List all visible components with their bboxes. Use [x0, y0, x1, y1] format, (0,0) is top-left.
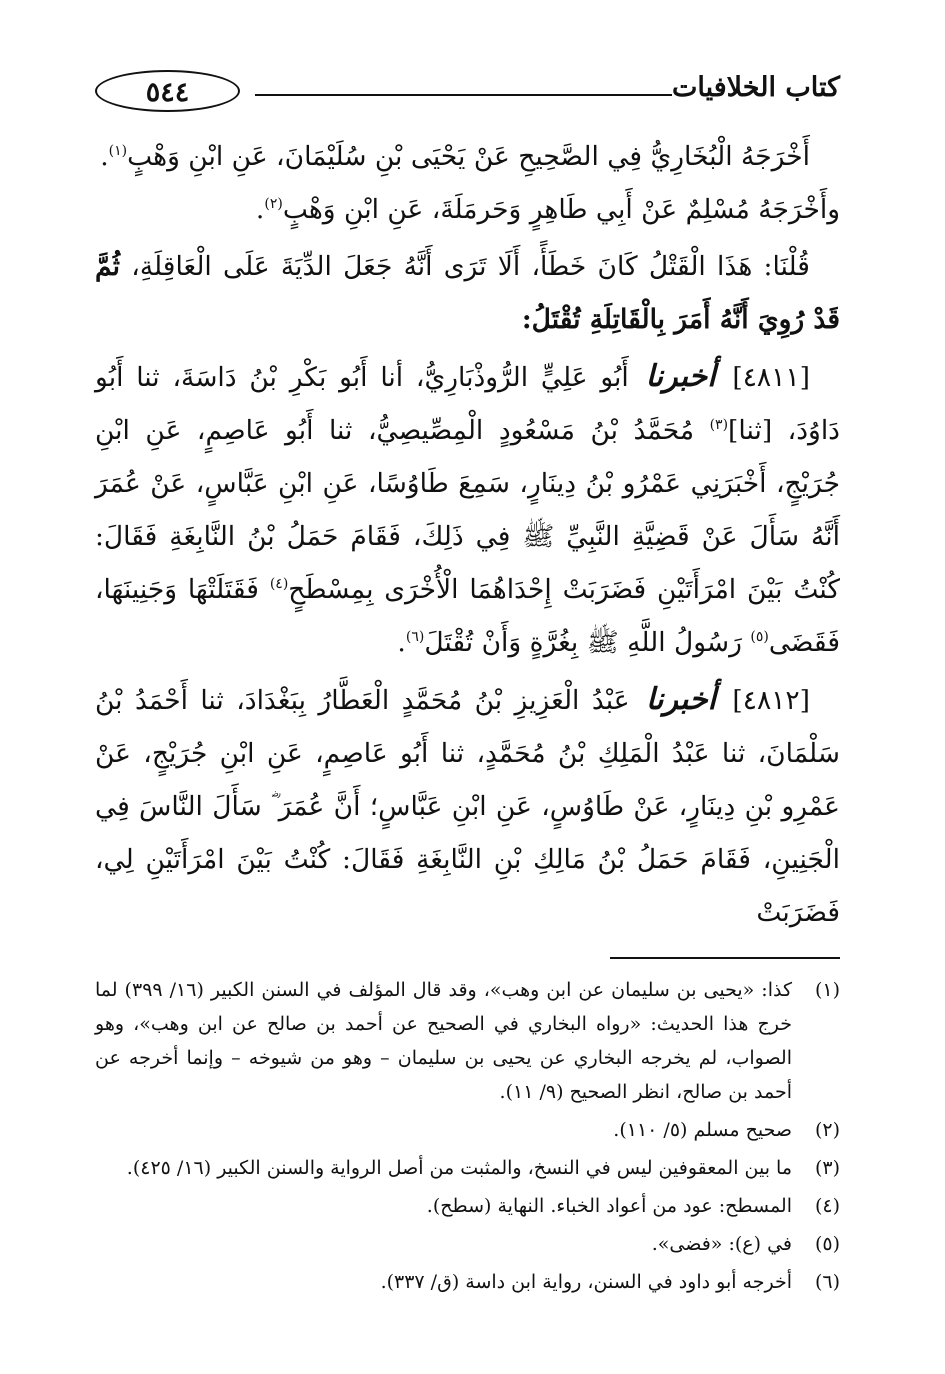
footnote-number: (١) — [814, 979, 840, 1001]
page-header — [95, 58, 840, 130]
footnote-text: المسطح: عود من أعواد الخباء. النهاية (سطح). — [426, 1195, 792, 1217]
hadith-text: فَقَتَلَتْهَا وَجَنِينَهَا، فَقَضَى — [95, 574, 840, 658]
paragraph-bold-text: ثُمَّ قَدْ رُوِيَ أَنَّهُ أَمَرَ بِالْقَاتِلَةِ تُقْتَلُ: — [95, 251, 840, 335]
footnote-number: (٦) — [814, 1271, 840, 1293]
paragraph-text: أَخْرَجَهُ الْبُخَارِيُّ فِي الصَّحِيحِ عَنْ يَحْيَى بْنِ سُلَيْمَانَ، عَنِ ابْنِ وَهْبٍ — [127, 141, 810, 172]
paragraph-text: وأَخْرَجَهُ مُسْلِمٌ عَنْ أَبِي طَاهِرٍ وَحَرمَلَةَ، عَنِ ابْنِ وَهْبٍ — [282, 194, 840, 225]
footnote-ref: (١) — [108, 143, 128, 160]
footnote-number: (٣) — [814, 1157, 840, 1179]
hadith-text: مُحَمَّدُ بْنُ مَسْعُودٍ الْمِصِّيصِيُّ، ثنا أَبُو عَاصِمٍ، عَنِ ابْنِ جُرَيْجٍ، أَخْبَرَنِي عَمْرُو بْنُ دِينَارٍ، سَمِعَ طَاوُسًا، عَنِ ابْنِ عَبَّاسٍ، عَنْ عُمَرَ أَنَّهُ سَأَلَ عَنْ قَضِيَّةِ النَّبِيِّ ﷺ فِي ذَلِكَ، فَقَامَ حَمَلُ بْنُ النَّابِغَةِ فَقَالَ: كُنْتُ بَيْنَ امْرَأَتَيْنِ فَضَرَبَتْ إِحْدَاهُمَا الْأُخْرَى بِمِسْطَحٍ — [95, 415, 840, 605]
footnote-ref: (٤) — [269, 576, 289, 593]
footnote-ref: (٦) — [405, 629, 425, 646]
footnote — [95, 1227, 840, 1261]
punctuation: . — [397, 627, 406, 658]
footnote-ref: (٣) — [709, 417, 729, 434]
footnotes-separator — [610, 957, 840, 959]
footnote-ref: (٢) — [264, 196, 283, 213]
hadith-text: عَبْدُ الْعَزِيزِ بْنُ مُحَمَّدٍ الْعَطَّارُ بِبَغْدَادَ، ثنا أَحْمَدُ بْنُ سَلْمَانَ، ثنا عَبْدُ الْمَلِكِ بْنُ مُحَمَّدٍ، ثنا أَبُو عَاصِمٍ، عَنِ ابْنِ جُرَيْجٍ، عَنْ عَمْرِو بْنِ دِينَارٍ، عَنْ طَاوُسٍ، عَنِ ابْنِ عَبَّاسٍ؛ أَنَّ عُمَرَ ؓ سَأَلَ النَّاسَ فِي الْجَنِينِ، فَقَامَ حَمَلُ بْنُ مَالِكِ بْنِ النَّابِغَةِ فَقَالَ: كُنْتُ بَيْنَ امْرَأَتَيْنِ لِي، فَضَرَبَتْ — [95, 685, 840, 928]
footnotes — [95, 973, 840, 1299]
footnote — [95, 1265, 840, 1299]
footnote — [95, 973, 840, 1109]
footnote — [95, 1189, 840, 1223]
paragraph-qulna — [95, 240, 840, 346]
paragraph-bukhari — [95, 130, 840, 183]
book-title: كتاب الخلافيات — [671, 72, 840, 103]
hadith-number: [٤٨١١] — [732, 362, 810, 393]
footnote-text: في (ع): «فضى». — [651, 1233, 792, 1255]
footnote-text: أخرجه أبو داود في السنن، رواية ابن داسة (ق/ ٣٣٧). — [380, 1271, 792, 1293]
footnote-number: (٢) — [814, 1119, 840, 1141]
punctuation: . — [255, 194, 265, 225]
hadith-lead-word: أخبرنا — [645, 359, 716, 394]
hadith-number: [٤٨١٢] — [732, 685, 810, 716]
header-rule — [255, 94, 672, 96]
footnote-text: ما بين المعقوفين ليس في النسخ، والمثبت من أصل الرواية والسنن الكبير (١٦/ ٤٢٥). — [126, 1157, 792, 1179]
footnote-number: (٤) — [814, 1195, 840, 1217]
page-number: ٥٤٤ — [95, 70, 240, 112]
hadith-4812 — [95, 673, 840, 939]
paragraph-text: قُلْنَا: هَذَا الْقَتْلُ كَانَ خَطَأً، أَلَا تَرَى أَنَّهُ جَعَلَ الدِّيَةَ عَلَى الْعَاقِلَةِ، — [131, 251, 810, 282]
footnote-ref: (٥) — [750, 629, 769, 646]
footnote — [95, 1151, 840, 1185]
footnote-number: (٥) — [814, 1233, 840, 1255]
main-text — [95, 130, 840, 939]
footnote-text: صحيح مسلم (٥/ ١١٠). — [613, 1119, 792, 1141]
footnote-text: كذا: «يحيى بن سليمان عن ابن وهب»، وقد قال المؤلف في السنن الكبير (١٦/ ٣٩٩) لما خرج هذا الحديث: «رواه البخاري في الصحيح عن أحمد بن صالح عن ابن وهب»، وهو الصواب، لم يخرجه البخاري عن يحيى بن سليمان – وهو من شيوخه – وإنما أخرجه عن أحمد بن صالح، انظر الصحيح (٩/ ١١). — [95, 979, 793, 1103]
hadith-text: أَبُو عَلِيٍّ الرُّوذْبَارِيُّ، أنا أَبُو بَكْرِ بْنُ دَاسَةَ، ثنا أَبُو دَاوُدَ، [ثنا] — [95, 362, 840, 446]
page — [95, 58, 840, 1303]
punctuation: . — [100, 141, 109, 172]
hadith-4811 — [95, 350, 840, 669]
footnote — [95, 1113, 840, 1147]
paragraph-muslim — [95, 183, 840, 236]
hadith-text: رَسُولُ اللَّهِ ﷺ بِغُرَّةٍ وَأَنْ تُقْتَلَ — [424, 627, 751, 658]
hadith-lead-word: أخبرنا — [645, 682, 716, 717]
